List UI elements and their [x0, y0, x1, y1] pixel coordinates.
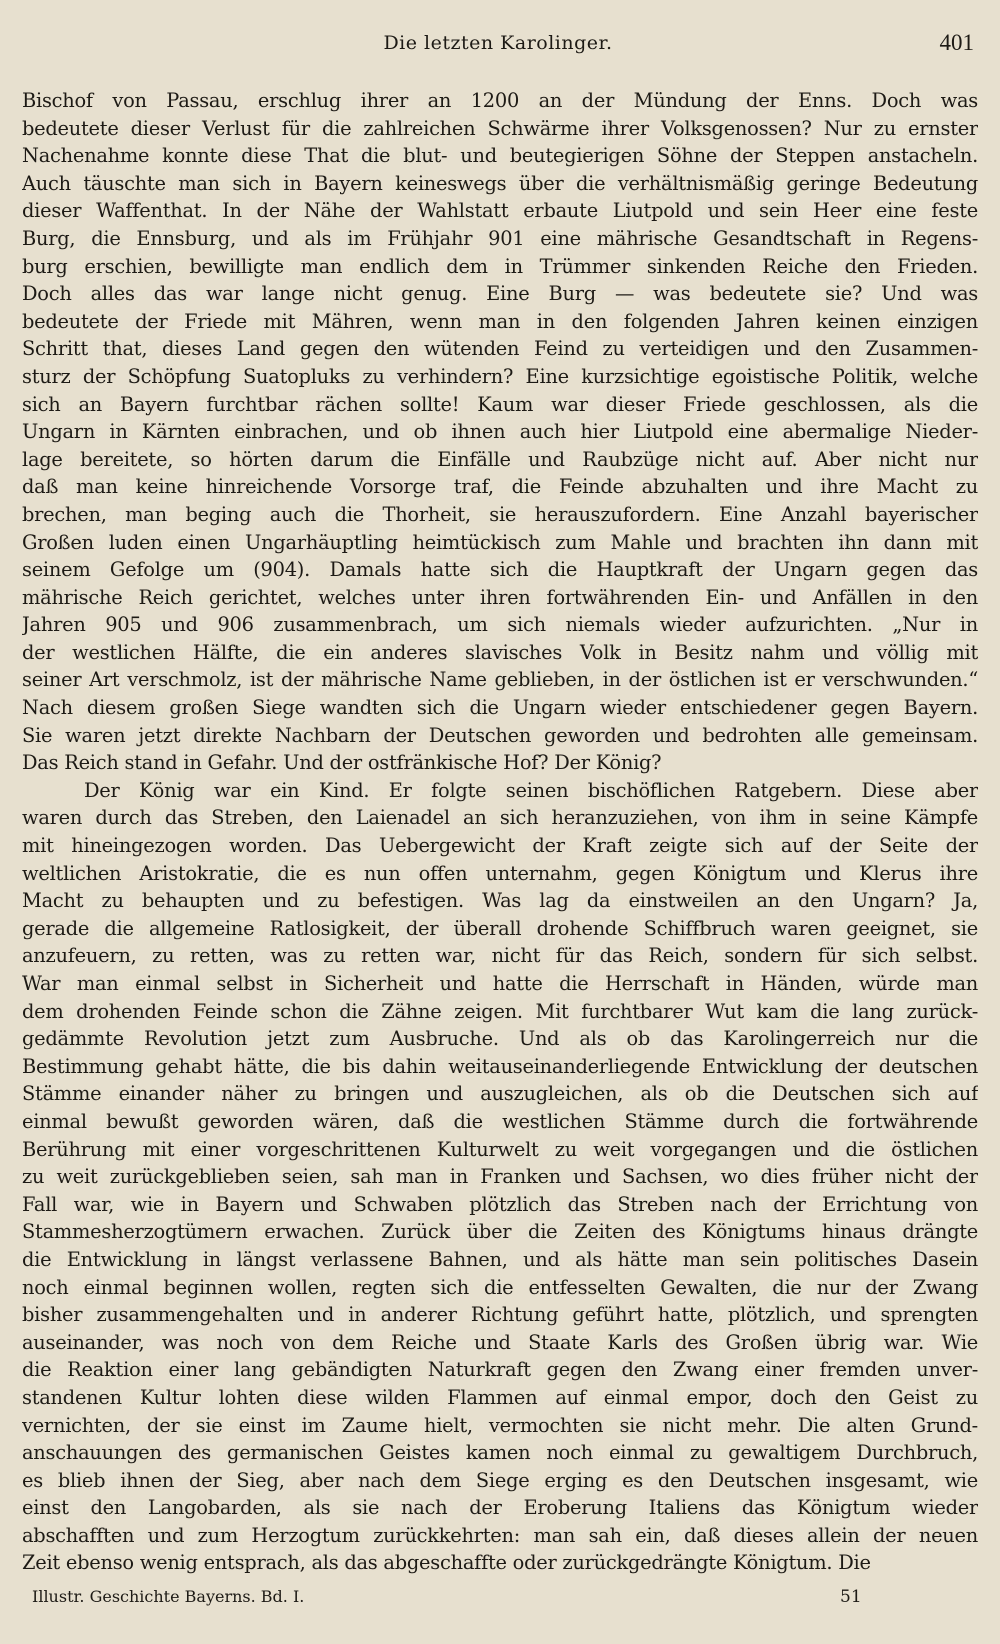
text-line: mit hineingezogen worden. Das Uebergewicht der Kraft zeigte sich auf der Seite der [22, 834, 978, 858]
printer-signature: Illustr. Geschichte Bayerns. Bd. I. [32, 1587, 305, 1606]
text-line: einmal bewußt geworden wären, daß die westlichen Stämme durch die fortwährende [22, 1109, 978, 1133]
text-line: weltlichen Aristokratie, die es nun offen unternahm, gegen Königtum und Klerus ihre [22, 861, 978, 885]
text-line: gedämmte Revolution jetzt zum Ausbruche. Und als ob das Karolingerreich nur die [22, 1027, 978, 1051]
text-line: Berührung mit einer vorgeschrittenen Kulturwelt zu weit vorgegangen und die östlichen [22, 1137, 978, 1161]
text-line: die Entwicklung in längst verlassene Bahnen, und als hätte man sein politisches Dasein [22, 1247, 978, 1271]
text-line: Sie waren jetzt direkte Nachbarn der Deutschen geworden und bedrohten alle gemeinsam. [22, 723, 978, 747]
text-line: Der König war ein Kind. Er folgte seinen bischöflichen Ratgebern. Diese aber [84, 778, 978, 802]
text-line: es blieb ihnen der Sieg, aber nach dem Siege erging es den Deutschen insgesamt, wie [22, 1468, 978, 1492]
text-line: sich an Bayern furchtbar rächen sollte! Kaum war dieser Friede geschlossen, als die [22, 392, 978, 416]
text-line: Bestimmung gehabt hätte, die bis dahin weitauseinanderliegende Entwicklung der deutschen [22, 1054, 978, 1078]
text-line: abschafften und zum Herzogtum zurückkehrten: man sah ein, daß dieses allein der neuen [22, 1523, 978, 1547]
text-line: der westlichen Hälfte, die ein anderes slavisches Volk in Besitz nahm und völlig mit [22, 640, 978, 664]
text-line: lage bereitete, so hörten darum die Einfälle und Raubzüge nicht auf. Aber nicht nur [22, 447, 978, 471]
text-line: Großen luden einen Ungarhäuptling heimtückisch zum Mahle und brachten ihn dann mit [22, 530, 978, 554]
text-line: seiner Art verschmolz, ist der mährische Name geblieben, in der östlichen ist er verschwunden.“ [22, 668, 978, 692]
text-line: bedeutete dieser Verlust für die zahlreichen Schwärme ihrer Volksgenossen? Nur zu ernster [22, 116, 978, 140]
text-line: Nach diesem großen Siege wandten sich die Ungarn wieder entschiedener gegen Bayern. [22, 696, 978, 720]
page-number: 401 [939, 30, 974, 55]
text-line: anzufeuern, zu retten, was zu retten war, nicht für das Reich, sondern für sich selbst. [22, 944, 978, 968]
text-line: bedeutete der Friede mit Mähren, wenn man in den folgenden Jahren keinen einzigen [22, 309, 978, 333]
text-line: anschauungen des germanischen Geistes kamen noch einmal zu gewaltigem Durchbruch, [22, 1441, 978, 1465]
text-line: daß man keine hinreichende Vorsorge traf, die Feinde abzuhalten und ihre Macht zu [22, 475, 978, 499]
text-line: sturz der Schöpfung Suatopluks zu verhindern? Eine kurzsichtige egoistische Politik, welche [22, 364, 978, 388]
text-line: Doch alles das war lange nicht genug. Eine Burg — was bedeutete sie? Und was [22, 282, 978, 306]
text-line: dieser Waffenthat. In der Nähe der Wahlstatt erbaute Liutpold und sein Heer eine feste [22, 199, 978, 223]
text-line: noch einmal beginnen wollen, regten sich die entfesselten Gewalten, die nur der Zwang [22, 1275, 978, 1299]
text-line: Jahren 905 und 906 zusammenbrach, um sich niemals wieder aufzurichten. „Nur in [22, 613, 978, 637]
page-footer [22, 1587, 974, 1617]
running-head [22, 30, 974, 64]
body-text [22, 87, 978, 1577]
text-line: bisher zusammengehalten und in anderer Richtung geführt hatte, plötzlich, und sprengten [22, 1303, 978, 1327]
text-line: Nachenahme konnte diese That die blut- und beutegierigen Söhne der Steppen anstacheln. [22, 144, 978, 168]
text-line: dem drohenden Feinde schon die Zähne zeigen. Mit furchtbarer Wut kam die lang zurück- [22, 999, 978, 1023]
text-line: mährische Reich gerichtet, welches unter ihren fortwährenden Ein- und Anfällen in den [22, 585, 978, 609]
text-line: Das Reich stand in Gefahr. Und der ostfränkische Hof? Der König? [22, 751, 662, 775]
text-line: brechen, man beging auch die Thorheit, sie herauszufordern. Eine Anzahl bayerischer [22, 502, 978, 526]
text-line: Bischof von Passau, erschlug ihrer an 1200 an der Mündung der Enns. Doch was [22, 89, 978, 112]
text-line: waren durch das Streben, den Laienadel an sich heranzuziehen, von ihm in seine Kämpfe [22, 806, 978, 830]
text-line: gerade die allgemeine Ratlosigkeit, der überall drohende Schiffbruch waren geeignet, sie [22, 916, 978, 940]
sheet-number: 51 [840, 1587, 862, 1607]
text-line: Auch täuschte man sich in Bayern keineswegs über die verhältnismäßig geringe Bedeutung [22, 171, 978, 195]
text-line: Stammesherzogtümern erwachen. Zurück über die Zeiten des Königtums hinaus drängte [22, 1220, 978, 1244]
text-line: vernichten, der sie einst im Zaume hielt, vermochten sie nicht mehr. Die alten Grund- [22, 1413, 978, 1437]
text-line: Schritt that, dieses Land gegen den wütenden Feind zu verteidigen und den Zusammen- [22, 337, 978, 361]
text-line: seinem Gefolge um (904). Damals hatte sich die Hauptkraft der Ungarn gegen das [22, 558, 978, 582]
text-line: auseinander, was noch von dem Reiche und Staate Karls des Großen übrig war. Wie [22, 1330, 978, 1354]
text-line: Ungarn in Kärnten einbrachen, und ob ihnen auch hier Liutpold eine abermalige Nieder- [22, 420, 978, 444]
text-line: burg erschien, bewilligte man endlich dem in Trümmer sinkenden Reiche den Frieden. [22, 254, 978, 278]
text-line: Burg, die Ennsburg, und als im Frühjahr 901 eine mährische Gesandtschaft in Regens- [22, 226, 978, 250]
header-title: Die letzten Karolinger. [383, 32, 613, 54]
text-line: einst den Langobarden, als sie nach der Eroberung Italiens das Königtum wieder [22, 1496, 978, 1520]
text-line: zu weit zurückgeblieben seien, sah man in Franken und Sachsen, wo dies früher nicht der [22, 1165, 978, 1189]
text-line: die Reaktion einer lang gebändigten Naturkraft gegen den Zwang einer fremden unver- [22, 1358, 978, 1382]
text-line: Macht zu behaupten und zu befestigen. Was lag da einstweilen an den Ungarn? Ja, [22, 889, 978, 913]
text-line: War man einmal selbst in Sicherheit und hatte die Herrschaft in Händen, würde man [22, 972, 978, 995]
text-line: standenen Kultur lohten diese wilden Flammen auf einmal empor, doch den Geist zu [22, 1385, 978, 1409]
text-line: Fall war, wie in Bayern und Schwaben plötzlich das Streben nach der Errichtung von [22, 1192, 978, 1216]
text-line: Zeit ebenso wenig entsprach, als das abgeschaffte oder zurückgedrängte Königtum. Die [22, 1551, 871, 1575]
text-line: Stämme einander näher zu bringen und auszugleichen, als ob die Deutschen sich auf [22, 1082, 978, 1106]
